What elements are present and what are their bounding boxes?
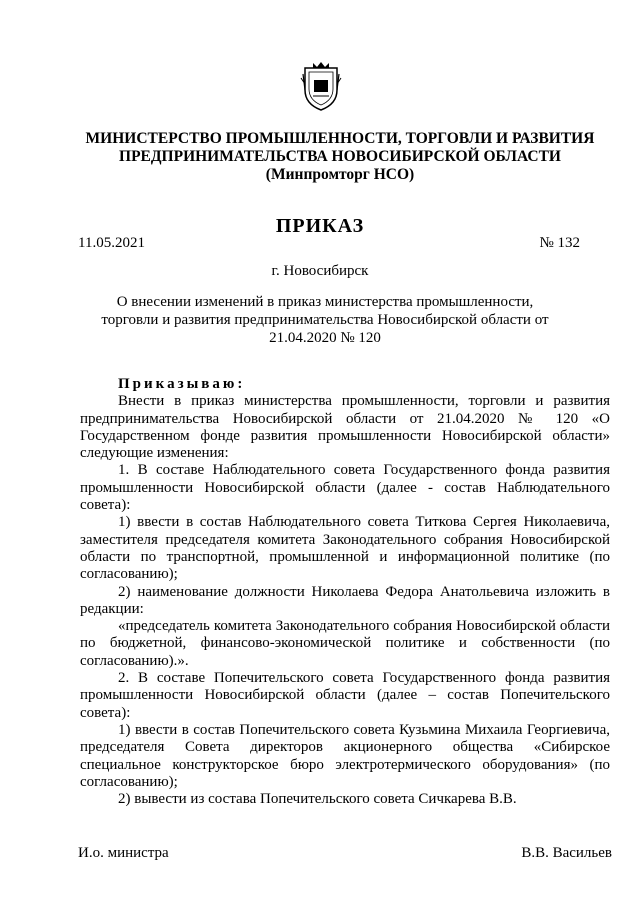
signatory-name: В.В. Васильев (521, 845, 612, 861)
document-city: г. Новосибирск (271, 263, 369, 279)
document-number: № 132 (539, 235, 580, 251)
paragraph: 2) вывести из состава Попечительского совета Сичкарева В.В. (118, 791, 517, 808)
document-date: 11.05.2021 (78, 235, 145, 251)
document-title: ПРИКАЗ (275, 215, 365, 237)
organization-name-line2: ПРЕДПРИНИМАТЕЛЬСТВА НОВОСИБИРСКОЙ ОБЛАСТИ (119, 148, 561, 165)
coat-of-arms-icon (299, 60, 343, 112)
organization-abbreviation: (Минпромторг НСО) (265, 166, 415, 183)
paragraph: 1) ввести в состав Наблюдательного совета Титкова Сергея Николаевича, заместителя председателя комитета Законодательного собрания Новосибирской области по транспортной, промышленной и информационной политике (по согласованию); (80, 514, 610, 583)
paragraph: 1. В составе Наблюдательного совета Государственного фонда развития промышленности Новосибирской области (далее - состав Наблюдательного совета): (80, 462, 610, 514)
document-subject: О внесении изменений в приказ министерства промышленности, торговли и развития предпринимательства Новосибирской области от 21.04.2020 № 120 (101, 294, 549, 346)
order-heading: Приказываю: (118, 376, 246, 392)
document-body (80, 376, 610, 808)
organization-name-line1: МИНИСТЕРСТВО ПРОМЫШЛЕННОСТИ, ТОРГОВЛИ И РАЗВИТИЯ (85, 130, 595, 147)
paragraph: 1) ввести в состав Попечительского совета Кузьмина Михаила Георгиевича, председателя Совета директоров акционерного общества «Сибирское специальное конструкторское бюро электротермического оборудования» (по согласованию); (80, 721, 610, 790)
paragraph: Внести в приказ министерства промышленности, торговли и развития предпринимательства Новосибирской области от 21.04.2020 № 120 «О Государственном фонде развития промышленности Новосибирской области» следующие изменения: (80, 393, 610, 462)
paragraph: 2. В составе Попечительского совета Государственного фонда развития промышленности Новосибирской области (далее – состав Попечительского совета): (80, 670, 610, 721)
paragraph: 2) наименование должности Николаева Федора Анатольевича изложить в редакции: (80, 583, 610, 617)
paragraph: «председатель комитета Законодательного собрания Новосибирской области по бюджетной, финансово-экономической политике и собственности (по согласованию).». (80, 618, 610, 669)
signatory-position: И.о. министра (78, 845, 169, 861)
